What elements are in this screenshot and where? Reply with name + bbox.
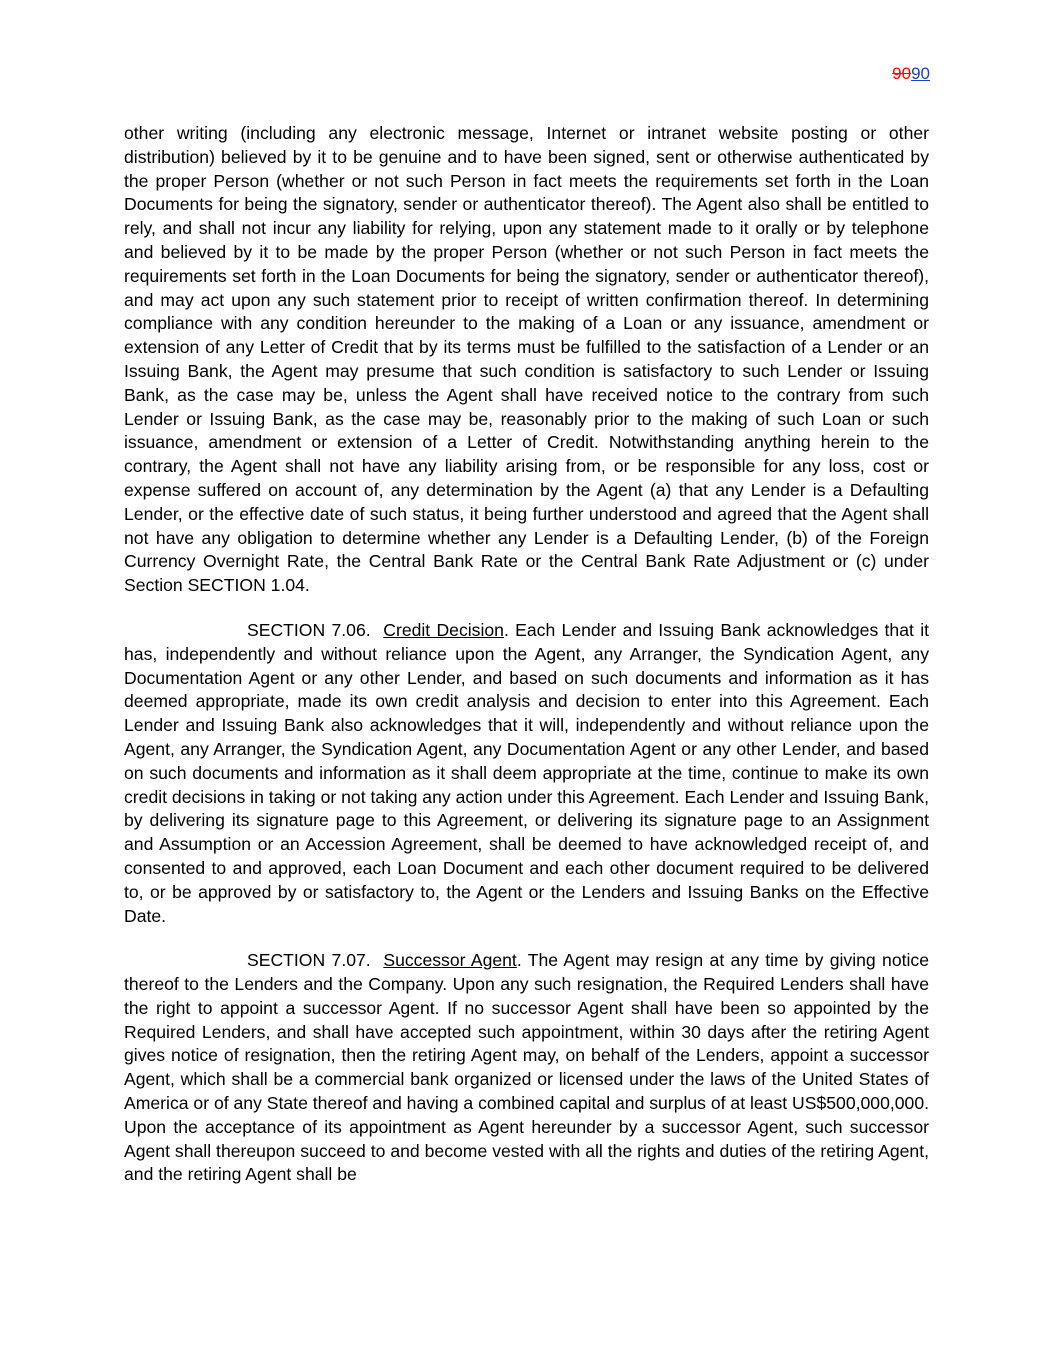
section-7-06-paragraph: [124, 619, 929, 928]
section-7-07-number: SECTION 7.07.: [247, 950, 371, 971]
section-7-07-heading: Successor Agent: [383, 950, 517, 971]
document-body: [124, 122, 929, 1208]
section-7-06-number: SECTION 7.06.: [247, 619, 371, 640]
section-7-06-heading: Credit Decision: [383, 619, 504, 640]
section-7-07-paragraph: [124, 949, 929, 1187]
continuation-paragraph: other writing (including any electronic message, Internet or intranet website posting or other distribution) believed by it to be genuine and to have been signed, sent or otherwise authenticated by the proper Person (whether or not such Person in fact meets the requirements set forth in the Loan Documents for being the signatory, sender or authenticator thereof). The Agent also shall be entitled to rely, and shall not incur any liability for relying, upon any statement made to it orally or by telephone and believed by it to be made by the proper Person (whether or not such Person in fact meets the requirements set forth in the Loan Documents for being the signatory, sender or authenticator thereof), and may act upon any such statement prior to receipt of written confirmation thereof. In determining compliance with any condition hereunder to the making of a Loan or any issuance, amendment or extension of any Letter of Credit that by its terms must be fulfilled to the satisfaction of a Lender or an Issuing Bank, the Agent may presume that such condition is satisfactory to such Lender or Issuing Bank, as the case may be, unless the Agent shall have received notice to the contrary from such Lender or Issuing Bank, as the case may be, reasonably prior to the making of such Loan or such issuance, amendment or extension of a Letter of Credit. Notwithstanding anything herein to the contrary, the Agent shall not have any liability arising from, or be responsible for any loss, cost or expense suffered on account of, any determination by the Agent (a) that any Lender is a Defaulting Lender, or the effective date of such status, it being further understood and agreed that the Agent shall not have any obligation to determine whether any Lender is a Defaulting Lender, (b) of the Foreign Currency Overnight Rate, the Central Bank Rate or the Central Bank Rate Adjustment or (c) under Section SECTION 1.04.: [124, 123, 929, 596]
page-number: [892, 64, 930, 84]
page-number-inserted: 90: [911, 64, 930, 83]
page-number-deleted: 90: [892, 64, 912, 83]
section-7-07-body: . The Agent may resign at any time by giving notice thereof to the Lenders and the Company. Upon any such resignation, the Required Lenders shall have the right to appoint a successor Agent. If no successor Agent shall have been so appointed by the Required Lenders, and shall have accepted such appointment, within 30 days after the retiring Agent gives notice of resignation, then the retiring Agent may, on behalf of the Lenders, appoint a successor Agent, which shall be a commercial bank organized or licensed under the laws of the United States of America or of any State thereof and having a combined capital and surplus of at least US$500,000,000. Upon the acceptance of its appointment as Agent hereunder by a successor Agent, such successor Agent shall thereupon succeed to and become vested with all the rights and duties of the retiring Agent, and the retiring Agent shall be: [124, 950, 929, 1185]
section-7-06-body: . Each Lender and Issuing Bank acknowledges that it has, independently and without reliance upon the Agent, any Arranger, the Syndication Agent, any Documentation Agent or any other Lender, and based on such documents and information as it has deemed appropriate, made its own credit analysis and decision to enter into this Agreement. Each Lender and Issuing Bank also acknowledges that it will, independently and without reliance upon the Agent, any Arranger, the Syndication Agent, any Documentation Agent or any other Lender, and based on such documents and information as it shall deem appropriate at the time, continue to make its own credit decisions in taking or not taking any action under this Agreement. Each Lender and Issuing Bank, by delivering its signature page to this Agreement, or delivering its signature page to an Assignment and Assumption or an Accession Agreement, shall be deemed to have acknowledged receipt of, and consented to and approved, each Loan Document and each other document required to be delivered to, or be approved by or satisfactory to, the Agent or the Lenders and Issuing Banks on the Effective Date.: [124, 619, 929, 926]
